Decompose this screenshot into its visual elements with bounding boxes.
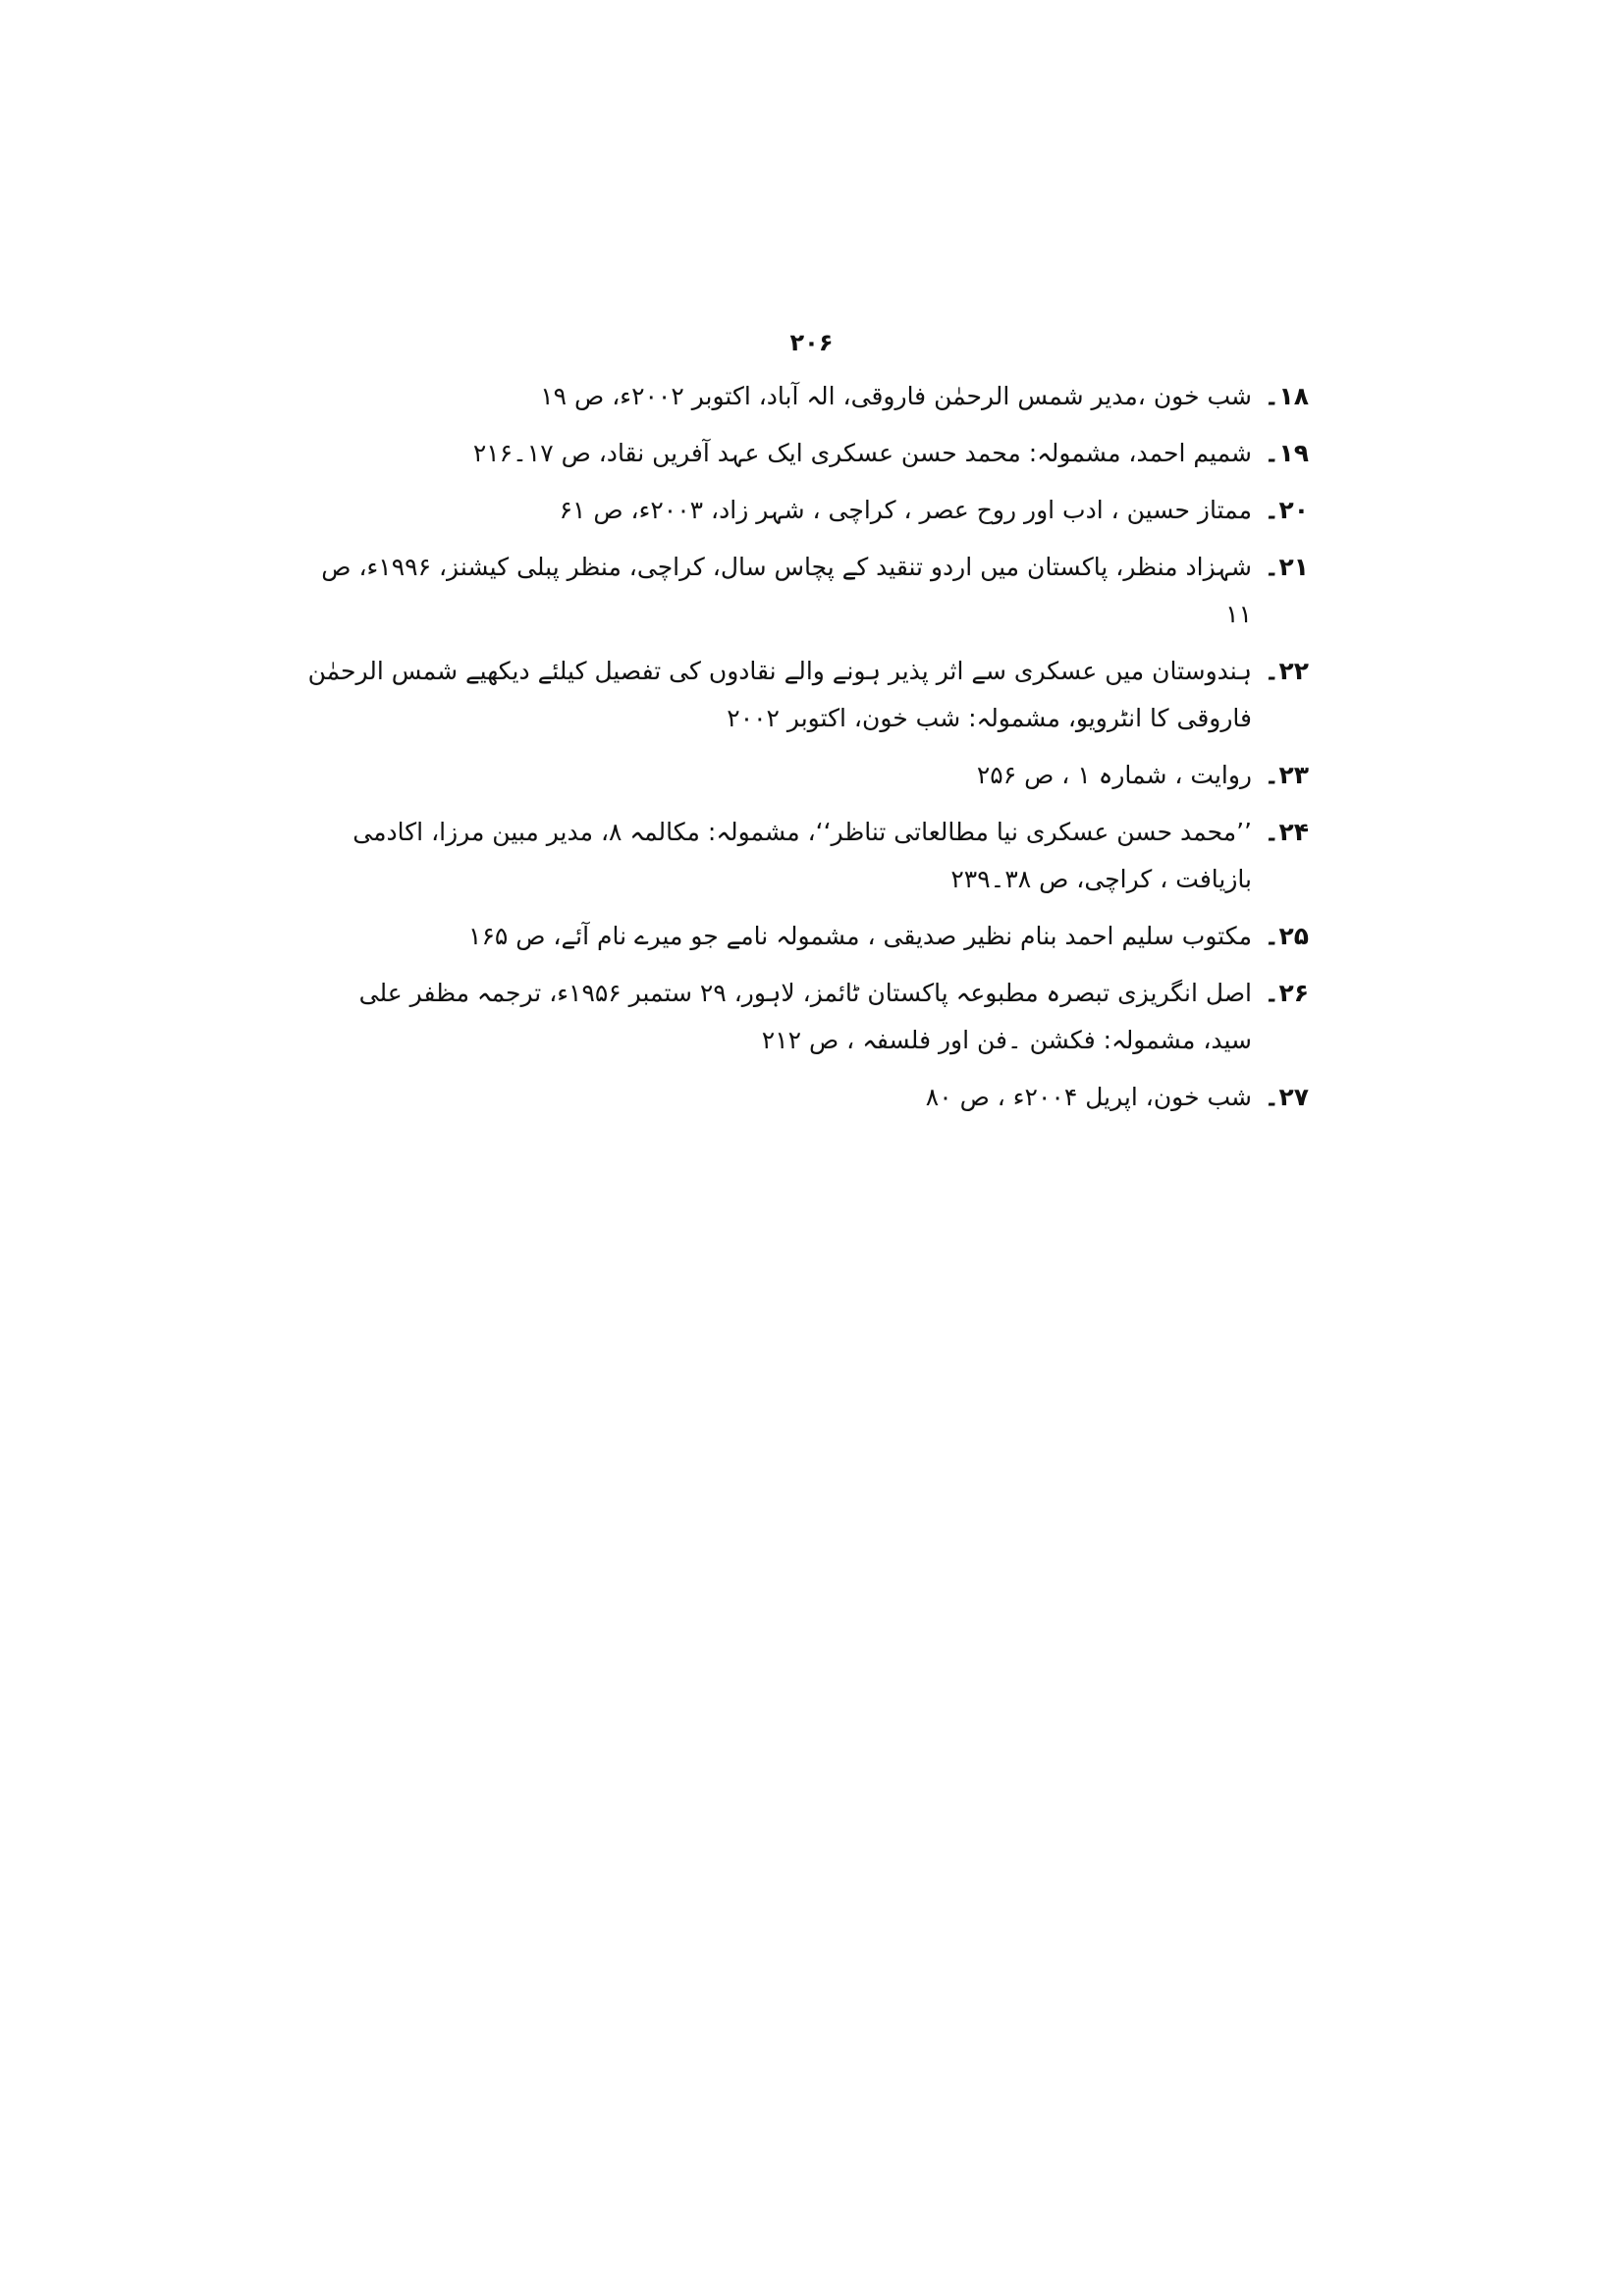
- endnote-number: ۲۴۔: [1264, 818, 1309, 846]
- endnote-number: ۲۰۔: [1264, 496, 1309, 524]
- endnote-text: شہزاد منظر، پاکستان میں اردو تنقید کے پچاس سال، کراچی، منظر پبلی کیشنز، ۱۹۹۶ء، ص ۱۱: [321, 553, 1252, 628]
- endnote-21: [307, 544, 1309, 638]
- endnote-text: ’’محمد حسن عسکری نیا مطالعاتی تناظر‘‘، مشمولہ: مکالمہ ۸، مدیر مبین مرزا، اکادمی بازیافت ، کراچی، ص ۳۸۔۲۳۹: [352, 818, 1252, 893]
- endnote-number: ۲۳۔: [1264, 761, 1309, 789]
- page-number: ۲۰۶: [789, 329, 834, 356]
- endnote-18: [307, 373, 1309, 420]
- endnote-27: [307, 1074, 1309, 1121]
- endnote-text: ہندوستان میں عسکری سے اثر پذیر ہونے والے نقادوں کی تفصیل کیلئے دیکھیے شمس الرحمٰن فاروقی کا انٹرویو، مشمولہ: شب خون، اکتوبر ۲۰۰۲: [307, 657, 1252, 732]
- endnote-text: ممتاز حسین ، ادب اور روح عصر ، کراچی ، شہر زاد، ۲۰۰۳ء، ص ۶۱: [559, 496, 1252, 524]
- endnote-24: [307, 809, 1309, 903]
- endnote-number: ۱۸۔: [1264, 382, 1309, 410]
- endnote-number: ۲۱۔: [1264, 553, 1309, 581]
- endnote-19: [307, 430, 1309, 477]
- endnote-number: ۲۲۔: [1264, 657, 1309, 685]
- endnote-text: روایت ، شمارہ ۱ ، ص ۲۵۶: [976, 761, 1252, 789]
- endnote-22: [307, 648, 1309, 742]
- endnote-number: ۲۷۔: [1264, 1083, 1309, 1111]
- endnote-23: [307, 752, 1309, 799]
- endnote-number: ۲۶۔: [1264, 979, 1309, 1007]
- endnote-text: مکتوب سلیم احمد بنام نظیر صدیقی ، مشمولہ نامے جو میرے نام آئے، ص ۱۶۵: [468, 922, 1252, 950]
- endnote-text: شب خون ،مدیر شمس الرحمٰن فاروقی، الہ آباد، اکتوبر ۲۰۰۲ء، ص ۱۹: [540, 382, 1252, 410]
- endnote-text: شب خون، اپریل ۲۰۰۴ء ، ص ۸۰: [925, 1083, 1252, 1111]
- endnote-text: شمیم احمد، مشمولہ: محمد حسن عسکری ایک عہد آفریں نقاد، ص ۱۷۔۲۱۶: [472, 439, 1252, 467]
- endnote-25: [307, 913, 1309, 960]
- endnote-number: ۱۹۔: [1264, 439, 1309, 467]
- endnote-text: اصل انگریزی تبصرہ مطبوعہ پاکستان ٹائمز، لاہور، ۲۹ ستمبر ۱۹۵۶ء، ترجمہ مظفر علی سید، مشمولہ: فکشن ۔فن اور فلسفہ ، ص ۲۱۲: [358, 979, 1252, 1054]
- endnote-20: [307, 487, 1309, 534]
- endnote-26: [307, 970, 1309, 1064]
- endnotes-list: [307, 373, 1309, 1131]
- endnote-number: ۲۵۔: [1264, 922, 1309, 950]
